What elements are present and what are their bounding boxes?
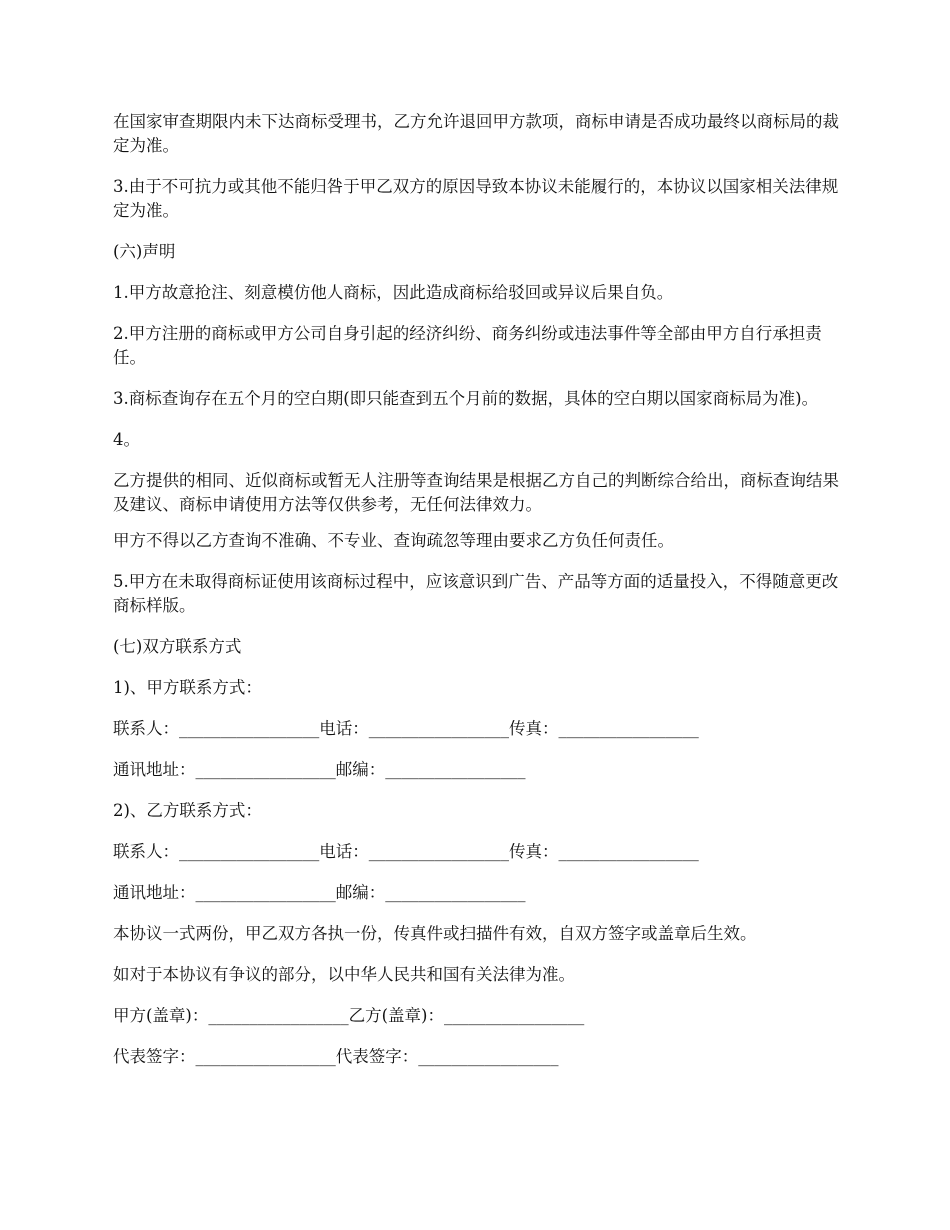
party-a-contact-line: 联系人：_________________电话：_________________传真：_________________ — [113, 719, 699, 738]
signature-seal-line: 甲方(盖章)：_________________乙方(盖章)：_________________ — [113, 1006, 585, 1025]
party-a-contact-heading: 1)、甲方联系方式： — [113, 678, 262, 697]
party-b-contact-heading: 2)、乙方联系方式： — [113, 801, 262, 820]
paragraph-declaration-3: 3.商标查询存在五个月的空白期(即只能查到五个月前的数据，具体的空白期以国家商标局为准)。 — [113, 389, 819, 408]
party-b-contact-line: 联系人：_________________电话：_________________传真：_________________ — [113, 842, 699, 861]
document-body — [113, 110, 839, 1086]
paragraph-review-refund: 在国家审查期限内未下达商标受理书，乙方允许退回甲方款项，商标申请是否成功最终以商标局的裁定为准。 — [113, 112, 839, 155]
party-a-address-line: 通讯地址：_________________邮编：_________________ — [113, 760, 526, 779]
section-heading-contacts: (七)双方联系方式 — [113, 637, 242, 656]
paragraph-query-results: 乙方提供的相同、近似商标或暂无人注册等查询结果是根据乙方自己的判断综合给出，商标查询结果及建议、商标申请使用方法等仅供参考，无任何法律效力。 — [113, 471, 839, 514]
paragraph-governing-law: 如对于本协议有争议的部分，以中华人民共和国有关法律为准。 — [113, 965, 575, 984]
paragraph-declaration-4: 4。 — [113, 430, 140, 449]
paragraph-no-liability: 甲方不得以乙方查询不准确、不专业、查询疏忽等理由要求乙方负任何责任。 — [113, 531, 674, 550]
paragraph-copies-validity: 本协议一式两份，甲乙双方各执一份，传真件或扫描件有效，自双方签字或盖章后生效。 — [113, 924, 757, 943]
party-b-address-line: 通讯地址：_________________邮编：_________________ — [113, 883, 526, 902]
section-heading-declaration: (六)声明 — [113, 242, 176, 261]
paragraph-force-majeure: 3.由于不可抗力或其他不能归咎于甲乙双方的原因导致本协议未能履行的，本协议以国家相关法律规定为准。 — [113, 177, 839, 220]
signature-representative-line: 代表签字：_________________代表签字：_________________ — [113, 1047, 559, 1066]
paragraph-declaration-1: 1.甲方故意抢注、刻意模仿他人商标，因此造成商标给驳回或异议后果自负。 — [113, 283, 674, 302]
paragraph-declaration-5: 5.甲方在未取得商标证使用该商标过程中，应该意识到广告、产品等方面的适量投入，不得随意更改商标样版。 — [113, 572, 839, 615]
paragraph-declaration-2: 2.甲方注册的商标或甲方公司自身引起的经济纠纷、商务纠纷或违法事件等全部由甲方自行承担责任。 — [113, 324, 822, 367]
